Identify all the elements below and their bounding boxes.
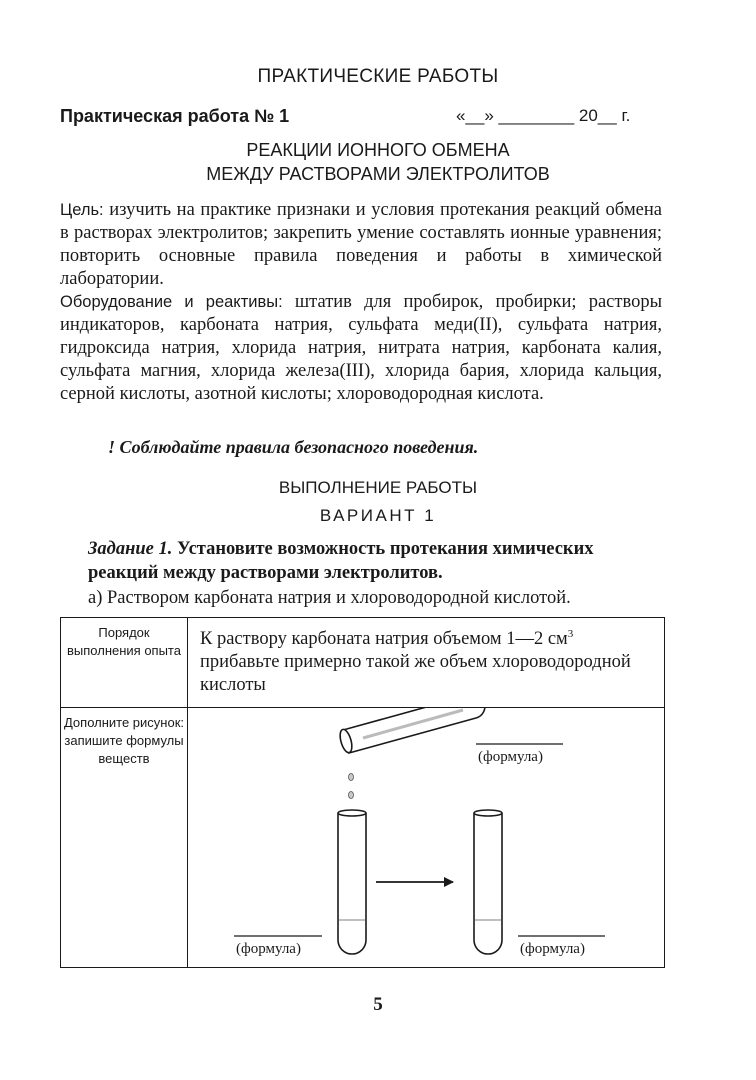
- table-row: [61, 708, 665, 968]
- left-test-tube: [338, 810, 366, 954]
- reaction-arrow: [376, 877, 454, 887]
- test-tubes-figure: [188, 708, 665, 961]
- topic-line-2: МЕЖДУ РАСТВОРАМИ ЭЛЕКТРОЛИТОВ: [206, 164, 550, 184]
- experiment-table: [60, 617, 665, 968]
- tilted-test-tube: [338, 708, 485, 754]
- procedure-text: К раствору карбоната натрия объемом 1—2 $см^3$ прибавьте примерно такой же объем хлороводородной кислоты: [188, 618, 665, 708]
- safety-warning: ! Соблюдайте правила безопасного поведения.: [108, 437, 479, 457]
- topic-line-1: РЕАКЦИИ ИОННОГО ОБМЕНА: [246, 140, 510, 160]
- right-test-tube: [474, 810, 502, 954]
- equipment-paragraph: [60, 291, 662, 406]
- table-row: [61, 618, 665, 708]
- equipment-label: Оборудование и реактивы:: [60, 293, 283, 311]
- subtask-a: а) Раствором карбоната натрия и хлороводородной кислотой.: [88, 588, 571, 608]
- date-line: «__» ________ 20__ г.: [456, 106, 631, 125]
- page-number: 5: [373, 994, 383, 1015]
- goal-paragraph: [60, 199, 662, 291]
- work-title: Практическая работа № 1: [60, 106, 290, 126]
- goal-label: Цель:: [60, 201, 104, 219]
- procedure-label: Порядок выполнения опыта: [61, 618, 188, 708]
- section-title: ПРАКТИЧЕСКИЕ РАБОТЫ: [257, 66, 499, 87]
- goal-text: изучить на практике признаки и условия протекания реакций обмена в растворах электролитов; закрепить умение составлять ионные уравнения; повторить основные правила поведения и работы в химической лаборатории.: [60, 200, 662, 289]
- variant-title: ВАРИАНТ 1: [319, 506, 437, 525]
- equipment-text: штатив для пробирок, пробирки; растворы индикаторов, карбоната натрия, сульфата меди(II), сульфата натрия, гидроксида натрия, хлорида натрия, нитрата натрия, карбоната калия, сульфата магния, хлорида железа(III), хлорида бария, хлорида кальция, серной кислоты, азотной кислоты; хлороводородная кислота.: [60, 292, 663, 404]
- task-number: Задание 1.: [88, 539, 173, 559]
- figure-cell: [188, 708, 665, 968]
- execution-title: ВЫПОЛНЕНИЕ РАБОТЫ: [278, 478, 478, 497]
- task-1: [88, 537, 664, 585]
- formula-label-top: (формула): [478, 749, 543, 765]
- task-text: Установите возможность протекания химических реакций между растворами электролитов.: [88, 539, 594, 583]
- formula-label-left: (формула): [236, 941, 301, 957]
- figure-instruction-label: Дополните рисунок: запишите формулы веществ: [61, 708, 188, 968]
- formula-label-right: (формула): [520, 941, 585, 957]
